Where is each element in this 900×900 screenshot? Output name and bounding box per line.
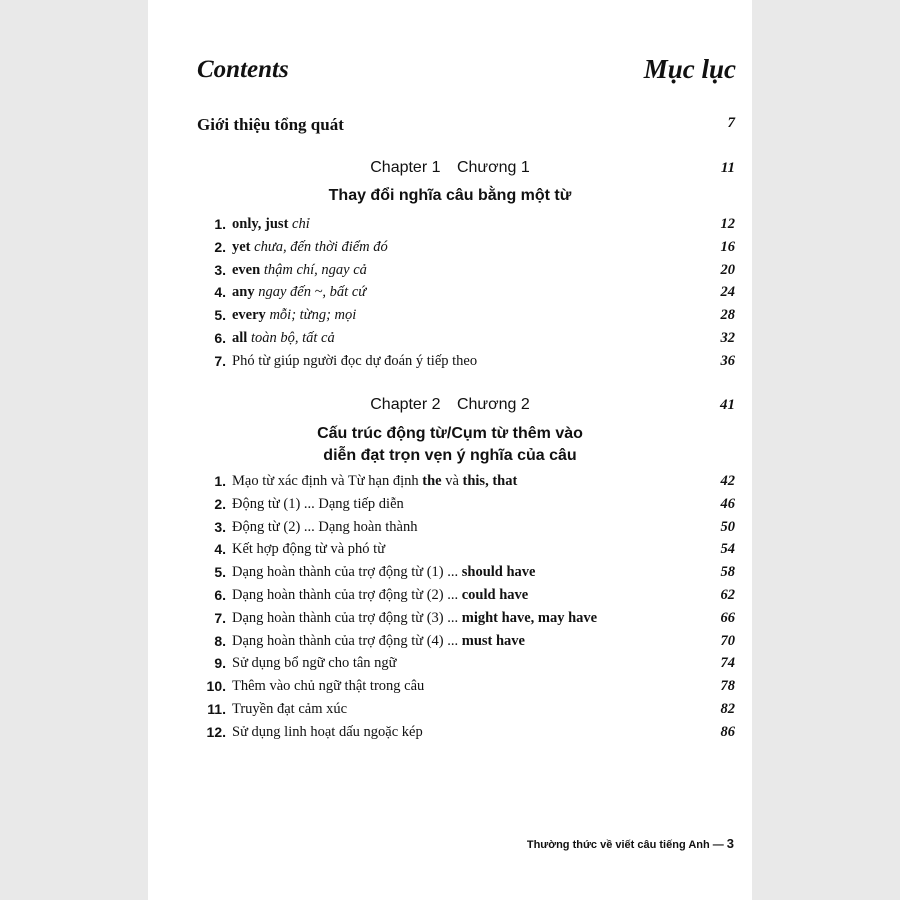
entry-term: all — [232, 330, 248, 346]
entry-title: Dạng hoàn thành của trợ động từ (4) ... — [232, 632, 462, 649]
entry-text — [232, 496, 404, 513]
entry-page-number: 86 — [720, 723, 735, 740]
toc-entry — [198, 239, 735, 261]
entry-meaning: ngay đến ~, bất cứ — [258, 284, 367, 301]
entry-title: Kết hợp động từ và phó từ — [232, 541, 386, 558]
entry-page-number: 70 — [720, 632, 735, 649]
entry-term: only, just — [232, 216, 289, 232]
entry-title: Thêm vào chủ ngữ thật trong câu — [232, 678, 425, 695]
entry-number: 1. — [214, 216, 226, 232]
toc-entry — [198, 473, 735, 495]
entry-keyword: might have, may have — [461, 609, 598, 626]
book-page — [148, 0, 752, 900]
entry-term: even — [232, 261, 261, 278]
chapter-1-page-number: 11 — [720, 160, 735, 176]
entry-meaning: Phó từ giúp người đọc dự đoán ý tiếp theo — [232, 352, 478, 369]
entry-term: every — [232, 307, 266, 324]
entry-page-number: 58 — [720, 564, 735, 581]
entry-text — [232, 564, 536, 581]
entry-number: 12. — [206, 723, 226, 740]
entry-keyword: should have — [461, 564, 536, 581]
entry-page-number: 24 — [720, 284, 735, 301]
entry-page-number: 20 — [720, 261, 735, 278]
toc-entry — [198, 307, 735, 329]
entry-meaning: chưa, đến thời điểm đó — [254, 238, 388, 255]
chapter-2-title-line-1: Cấu trúc động từ/Cụm từ thêm vào — [317, 425, 583, 442]
entry-number: 2. — [214, 495, 226, 512]
intro-page-number: 7 — [727, 115, 735, 131]
chapter-2-label-vi: Chương 2 — [456, 396, 530, 413]
entry-text — [232, 655, 397, 672]
entry-number: 3. — [214, 261, 226, 278]
entry-keyword: must have — [461, 632, 525, 649]
toc-entry — [198, 216, 735, 238]
entry-title: Động từ (1) ... Dạng tiếp diễn — [232, 495, 404, 512]
page-footer — [527, 836, 734, 851]
entry-keyword: could have — [461, 587, 529, 603]
entry-text — [232, 633, 525, 650]
entry-connector: và — [441, 473, 463, 489]
entry-page-number: 42 — [720, 473, 735, 489]
entry-page-number: 54 — [720, 541, 735, 558]
muc-luc-heading: Mục lục — [643, 54, 736, 84]
chapter-1-title: Thay đổi nghĩa câu bằng một từ — [328, 187, 572, 204]
entry-number: 6. — [214, 330, 226, 346]
toc-entry — [198, 678, 735, 700]
toc-entry — [198, 701, 735, 723]
chapter-2-page-number: 41 — [720, 397, 735, 413]
entry-page-number: 46 — [720, 495, 735, 512]
entry-number: 2. — [214, 238, 226, 255]
entry-number: 1. — [214, 473, 226, 489]
toc-entry — [198, 353, 735, 375]
entry-title: Sử dụng bổ ngữ cho tân ngữ — [232, 655, 397, 672]
footer-page-number: 3 — [726, 836, 734, 851]
entry-page-number: 32 — [720, 330, 735, 346]
entry-text — [232, 541, 385, 558]
entry-title: Truyền đạt cảm xúc — [232, 701, 348, 717]
entry-text — [232, 307, 356, 324]
entry-number: 5. — [214, 564, 226, 581]
entry-number: 11. — [207, 701, 226, 717]
chapter-2-heading — [148, 396, 752, 414]
entry-page-number: 66 — [720, 609, 735, 626]
entry-number: 10. — [206, 678, 226, 695]
entry-number: 7. — [214, 609, 226, 626]
entry-number: 9. — [214, 655, 226, 672]
entry-text — [232, 610, 597, 627]
entry-page-number: 36 — [720, 352, 735, 369]
entry-text — [232, 724, 423, 741]
entry-keyword: this, that — [462, 473, 518, 489]
toc-entry — [198, 610, 735, 632]
entry-page-number: 16 — [720, 238, 735, 255]
entry-term: any — [232, 284, 255, 301]
entry-title: Động từ (2) ... Dạng hoàn thành — [232, 518, 418, 535]
entry-meaning: chỉ — [292, 216, 310, 232]
entry-text — [232, 519, 417, 536]
toc-entry — [198, 262, 735, 284]
entry-keyword: the — [422, 473, 442, 489]
entry-text — [232, 587, 528, 604]
entry-page-number: 78 — [720, 678, 735, 695]
entry-text — [232, 262, 367, 279]
entry-text — [232, 284, 366, 301]
toc-entry — [198, 519, 735, 541]
entry-number: 7. — [214, 352, 226, 369]
entry-text — [232, 216, 310, 233]
chapter-1-label-vi: Chương 1 — [456, 159, 530, 176]
entry-page-number: 12 — [720, 216, 735, 232]
entry-number: 5. — [214, 307, 226, 324]
toc-entry — [198, 330, 735, 352]
toc-entry — [198, 655, 735, 677]
entry-meaning: mỗi; từng; mọi — [269, 307, 357, 324]
entry-page-number: 50 — [720, 518, 735, 535]
entry-title: Dạng hoàn thành của trợ động từ (3) ... — [232, 609, 462, 626]
entry-number: 4. — [214, 284, 226, 301]
entry-text — [232, 701, 347, 718]
entry-number: 4. — [214, 541, 226, 558]
entry-number: 8. — [214, 632, 226, 649]
entry-meaning: toàn bộ, tất cả — [250, 330, 335, 346]
toc-entry — [198, 541, 735, 563]
entry-page-number: 28 — [720, 307, 735, 324]
intro-title: Giới thiệu tổng quát — [197, 115, 344, 134]
entry-title: Dạng hoàn thành của trợ động từ (1) ... — [232, 564, 462, 581]
chapter-1-label-en: Chapter 1 — [370, 159, 441, 176]
toc-entry — [198, 724, 735, 746]
entry-text — [232, 473, 517, 490]
entry-term: yet — [232, 238, 251, 255]
entry-page-number: 74 — [720, 655, 735, 672]
entry-title: Mạo từ xác định và Từ hạn định — [232, 473, 423, 489]
entry-text — [232, 353, 477, 370]
entry-title: Dạng hoàn thành của trợ động từ (2) ... — [232, 587, 462, 603]
entry-number: 3. — [214, 518, 226, 535]
toc-entry — [198, 564, 735, 586]
toc-entry — [198, 284, 735, 306]
entry-page-number: 82 — [720, 701, 735, 717]
footer-book-title: Thường thức về viết câu tiếng Anh — — [526, 839, 724, 851]
entry-number: 6. — [214, 587, 226, 603]
entry-text — [232, 678, 424, 695]
entry-page-number: 62 — [720, 587, 735, 603]
chapter-2-title-line-2: diễn đạt trọn vẹn ý nghĩa của câu — [323, 447, 577, 464]
entry-text — [232, 239, 388, 256]
contents-heading: Contents — [197, 56, 289, 83]
toc-entry — [198, 587, 735, 609]
chapter-2-label-en: Chapter 2 — [370, 396, 441, 413]
toc-entry — [198, 496, 735, 518]
toc-entry — [198, 633, 735, 655]
entry-meaning: thậm chí, ngay cả — [263, 261, 367, 278]
entry-text — [232, 330, 335, 347]
entry-title: Sử dụng linh hoạt dấu ngoặc kép — [232, 723, 423, 740]
chapter-1-heading — [148, 159, 752, 177]
